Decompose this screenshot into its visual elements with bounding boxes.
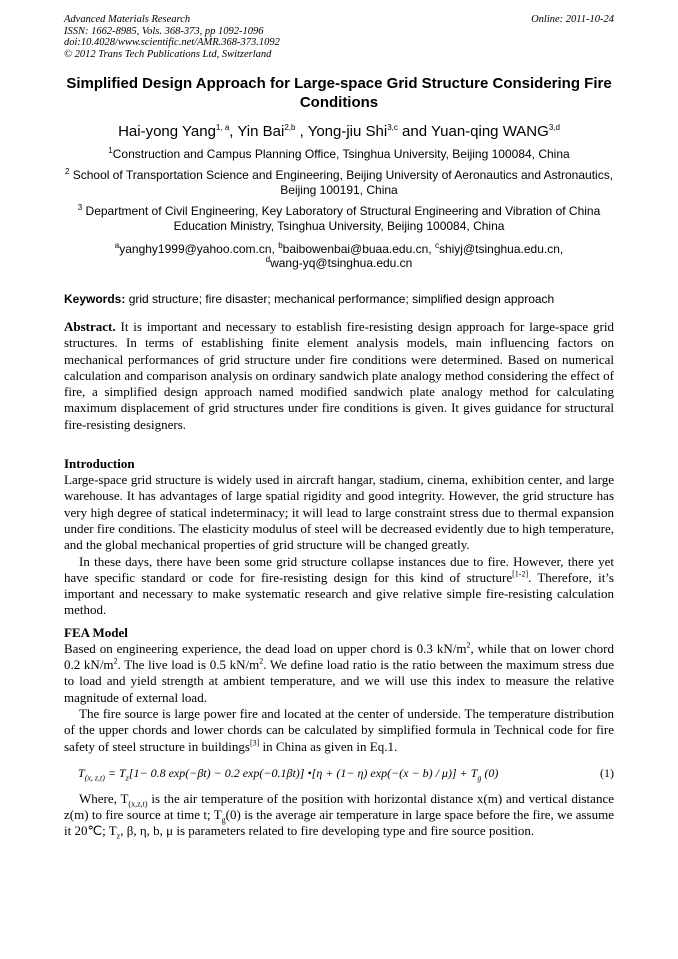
- eq-subscript: (x, z,t): [84, 773, 105, 783]
- equation-number: (1): [600, 765, 614, 780]
- subscript: (x,z,t): [128, 799, 148, 809]
- subscript: g: [221, 815, 226, 825]
- author-name: Yin Bai: [237, 123, 285, 140]
- author-name: Hai-yong Yang: [118, 123, 216, 140]
- text-run: . Therefore, it’s important and necessary to make systematic research and give relative simple fire-resisting calculation method.: [64, 569, 614, 618]
- online-date: Online: 2011-10-24: [531, 14, 614, 25]
- keywords-text: grid structure; fire disaster; mechanical performance; simplified design approach: [125, 292, 555, 306]
- copyright-line: © 2012 Trans Tech Publications Ltd, Switzerland: [64, 48, 272, 60]
- affiliation: [64, 204, 614, 234]
- email-c[interactable]: shiyj@tsinghua.edu.cn: [438, 242, 560, 256]
- eq-subscript: z: [125, 773, 129, 783]
- keywords-label: Keywords:: [64, 292, 126, 306]
- text-run: . The live load is 0.5 kN/m: [117, 657, 260, 673]
- fea-paragraph-2: [64, 706, 614, 755]
- affiliation-number: 1: [108, 146, 113, 155]
- fea-paragraph-3: [64, 791, 614, 840]
- abstract-label: Abstract.: [64, 319, 116, 334]
- intro-paragraph-1: Large-space grid structure is widely used in aircraft hangar, stadium, cinema, exhibition center, and large warehouse. It has advantages of large spatial rigidity and good integrity. However, the grid structure has very high degree of statical indeterminacy; it will lead to large constraint stress due to thermal expansion under fire conditions. The elasticity modulus of steel will be decreased evidently due to high temperature, and the global mechanical properties of grid structure will be changed greatly.: [64, 472, 614, 553]
- text-run: (0) is the average air temperature in large space before the fire, we assume it 20℃; T: [64, 807, 614, 839]
- abstract-text: It is important and necessary to establish fire-resisting design approach for large-space grid structures. In terms of establishing finite element analysis models, main influencing factors on mechanical performances of grid structure under fire conditions were determined. Based on numerical calculation and comparison analysis on ordinary sandwich plate analogy method considering the effect of fire, a simplified design approach named modified sandwich plate analogy method for calculating maximum displacement of grid structures under fire conditions is given. It gives guidance for structural fire-resisting designers.: [64, 319, 614, 432]
- equation-1: [78, 765, 614, 781]
- author-separator: ,: [229, 123, 238, 140]
- eq-term: = T: [104, 765, 126, 780]
- affiliation-text: Department of Civil Engineering, Key Laboratory of Structural Engineering and Vibration of China Education Ministry, Tsinghua University, Beijing 100084, China: [82, 204, 601, 233]
- email-mark: a: [114, 241, 120, 250]
- citation-ref: [1-2]: [512, 569, 529, 579]
- doi-line: doi:10.4028/www.scientific.net/AMR.368-373.1092: [64, 37, 280, 48]
- author-affil-mark: 3,c: [387, 123, 398, 132]
- text-run: Where, T: [79, 790, 129, 806]
- author-list: [64, 122, 614, 141]
- affiliation: [64, 147, 614, 162]
- text-run: Based on engineering experience, the dead load on upper chord is 0.3 kN/m: [64, 640, 467, 656]
- email-mark: c: [434, 241, 439, 250]
- text-run: in China as given in Eq.1.: [259, 738, 398, 754]
- text-run: , β, η, b, μ is parameters related to fire developing type and fire source position.: [120, 823, 535, 839]
- affiliation: [64, 168, 614, 198]
- author-separator: ,: [295, 123, 308, 140]
- author-name: Yong-jiu Shi: [307, 123, 388, 140]
- affiliation-number: 3: [77, 203, 83, 212]
- text-run: , while that on lower chord 0.2 kN/m: [64, 640, 615, 673]
- text-run: In these days, there have been some grid structure collapse instances due to fire. However, there yet have specific standard or code for fire-resisting design for this kind of structure: [64, 553, 614, 585]
- email-b[interactable]: baibowenbai@buaa.edu.cn: [282, 242, 429, 256]
- affiliation-number: 2: [64, 167, 70, 176]
- affiliation-text: School of Transportation Science and Engineering, Beijing University of Aeronautics and Astronautics, Beijing 100191, China: [69, 168, 614, 197]
- email-a[interactable]: yanghy1999@yahoo.com.cn: [119, 242, 272, 256]
- journal-header: [64, 14, 614, 60]
- intro-paragraph-2: [64, 554, 614, 619]
- eq-subscript: g: [477, 773, 482, 783]
- author-affil-mark: 1, a: [215, 123, 230, 132]
- paper-page: [64, 14, 614, 840]
- citation-ref: [3]: [249, 738, 260, 748]
- fea-paragraph-1: [64, 641, 614, 706]
- author-affil-mark: 2,b: [284, 123, 296, 132]
- eq-term: [1− 0.8 exp(−βt) − 0.2 exp(−0.1βt)] •[η + (1− η) exp(−(x − b) / μ)] + T: [128, 765, 478, 780]
- issn-line: ISSN: 1662-8985, Vols. 368-373, pp 1092-1096: [64, 25, 264, 37]
- abstract: [64, 319, 614, 433]
- author-separator: and: [397, 123, 431, 140]
- author-emails: $^a$yanghy1999@yahoo.com.cn, $^b$baibowenbai@buaa.edu.cn, $^c$shiyj@tsinghua.edu.cn, $^d$wang-yq@tsinghua.edu.cn: [114, 241, 564, 270]
- text-run: . We define load ratio is the ratio between the maximum stress due to load and yield strength at ambient temperature, and we will use this index to measure the relative magnitude of external load.: [64, 657, 614, 705]
- subscript: z: [116, 832, 121, 842]
- superscript: 2: [113, 656, 118, 666]
- section-heading-introduction: Introduction: [64, 456, 135, 472]
- eq-term: (0): [481, 765, 499, 780]
- email-mark: d: [265, 255, 271, 264]
- text-run: The fire source is large power fire and located at the center of underside. The temperature distribution of the upper chords and lower chords can be calculated by simplified formula in Technical code for fire safety of steel structure in buildings: [64, 705, 614, 754]
- email-d[interactable]: wang-yq@tsinghua.edu.cn: [270, 256, 413, 270]
- author-name: Yuan-qing WANG: [430, 123, 549, 140]
- journal-name: Advanced Materials Research: [64, 14, 191, 25]
- paper-title: Simplified Design Approach for Large-space Grid Structure Considering Fire Conditions: [66, 75, 612, 111]
- email-mark: b: [278, 241, 283, 250]
- affiliation-text: Construction and Campus Planning Office, Tsinghua University, Beijing 100084, China: [112, 147, 570, 161]
- keywords: [64, 292, 614, 307]
- eq-term: T: [78, 765, 85, 780]
- author-affil-mark: 3,d: [548, 123, 560, 132]
- section-heading-fea-model: FEA Model: [64, 624, 128, 640]
- text-run: is the air temperature of the position with horizontal distance x(m) and vertical distance z(m) to fire source at time t; T: [64, 790, 614, 823]
- superscript: 2: [466, 640, 471, 650]
- superscript: 2: [259, 656, 264, 666]
